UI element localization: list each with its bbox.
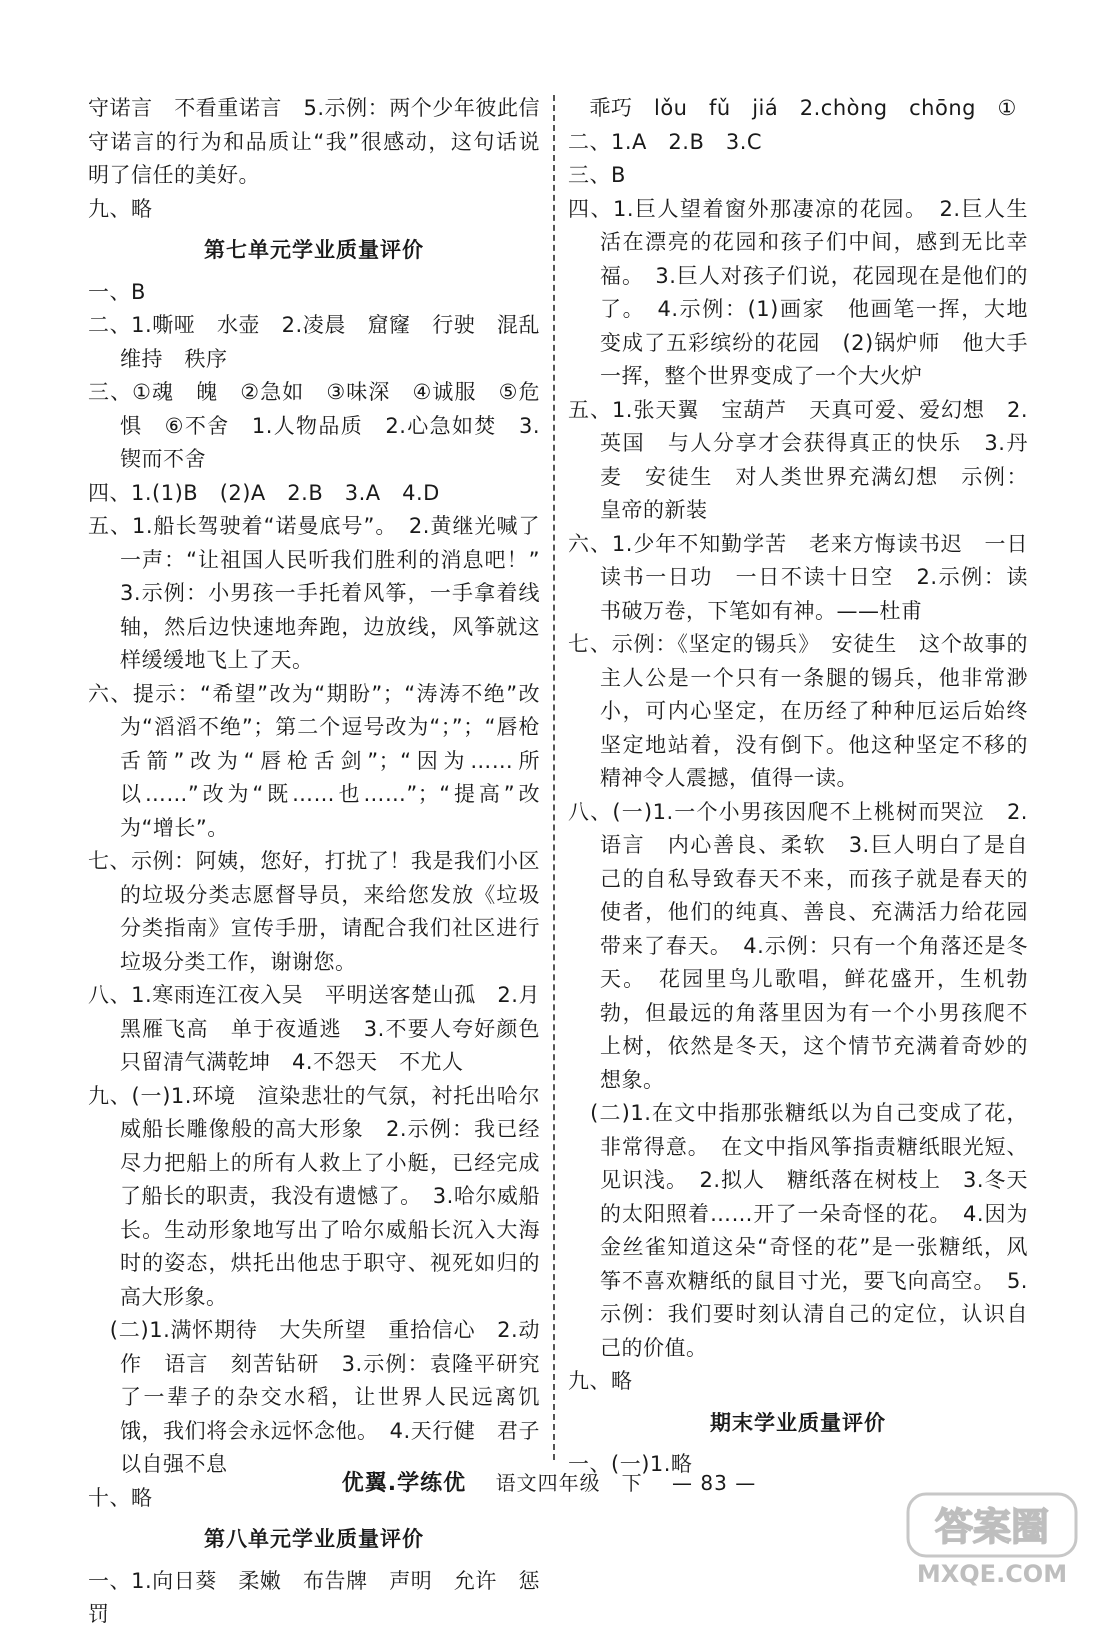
answer-paragraph: 十、略	[88, 1485, 153, 1510]
answer-paragraph: 五、1.船长驾驶着“诺曼底号”。 2.黄继光喊了一声：“让祖国人民听我们胜利的消息吧！” 3.示例：小男孩一手托着风筝，一手拿着线轴，然后边快速地奔跑，边放线，风筝就这样缓缓地飞上了天。	[88, 514, 562, 672]
answer-paragraph: 四、1.(1)B (2)A 2.B 3.A 4.D	[88, 480, 440, 505]
watermark-url: MXQE.COM	[916, 1560, 1068, 1588]
section-title: 期末学业质量评价	[710, 1410, 886, 1435]
answer-paragraph: 一、1.向日葵 柔嫩 布告牌 声明 允许 惩罚	[88, 1568, 540, 1626]
answer-paragraph: 七、示例：阿姨，您好，打扰了！我是我们小区的垃圾分类志愿督导员，来给您发放《垃圾分类指南》宣传手册，请配合我们社区进行垃圾分类工作，谢谢您。	[88, 849, 540, 974]
answer-paragraph: 守诺言 不看重诺言 5.示例：两个少年彼此信守诺言的行为和品质让“我”很感动，这句话说明了信任的美好。	[88, 96, 540, 187]
answer-paragraph: (二)1.在文中指那张糖纸以为自己变成了花，非常得意。 在文中指风筝指责糖纸眼光短、见识浅。 2.拟人 糖纸落在树枝上 3.冬天的太阳照着……开了一朵奇怪的花。 4.因为金丝雀知道这朵“奇怪的花”是一张糖纸，风筝不喜欢糖纸的鼠目寸光，要飞向高空。 5.示例：我们要时刻认清自己的定位，认识自己的价值。	[568, 1101, 1028, 1360]
section-title: 第八单元学业质量评价	[204, 1527, 424, 1551]
footer-subject: 语文四年级 下	[495, 1471, 643, 1495]
watermark-text: 答案圈	[934, 1505, 1050, 1549]
answer-paragraph: 乖巧 lǒu fǔ jiá 2.chòng chōng ①	[568, 96, 1017, 120]
column-divider	[553, 95, 555, 1460]
right-column	[568, 92, 1028, 1482]
answer-paragraph: 八、1.寒雨连江夜入吴 平明送客楚山孤 2.月黑雁飞高 单于夜遁逃 3.不要人夸好颜色 只留清气满乾坤 4.不怨天 不尤人	[88, 983, 562, 1074]
answer-paragraph: 七、示例：《坚定的锡兵》 安徒生 这个故事的主人公是一个只有一条腿的锡兵，他非常渺小，可内心坚定，在历经了种种厄运后始终坚定地站着，没有倒下。他这种坚定不移的精神令人震撼，值得一读。	[568, 632, 1028, 790]
left-column	[88, 92, 562, 1632]
answer-paragraph: (二)1.满怀期待 大失所望 重拾信心 2.动作 语言 刻苦钻研 3.示例：袁隆平研究了一辈子的杂交水稻，让世界人民远离饥饿，我们将会永远怀念他。 4.天行健 君子以自强不息	[88, 1318, 540, 1476]
answer-paragraph: 四、1.巨人望着窗外那凄凉的花园。 2.巨人生活在漂亮的花园和孩子们中间，感到无比幸福。 3.巨人对孩子们说，花园现在是他们的了。 4.示例：(1)画家 他画笔一挥，大地变成了五彩缤纷的花园 (2)锅炉师 他大手一挥，整个世界变成了一个大火炉	[568, 196, 1028, 388]
answer-paragraph: 二、1.嘶哑 水壶 2.凌晨 窟窿 行驶 混乱 维持 秩序	[88, 313, 562, 371]
answer-paragraph: 六、1.少年不知勤学苦 老来方悔读书迟 一日读书一日功 一日不读十日空 2.示例：读书破万卷，下笔如有神。——杜甫	[568, 531, 1028, 623]
answer-paragraph: 一、(一)1.略	[568, 1452, 693, 1476]
answer-paragraph: 一、B	[88, 279, 146, 304]
answer-paragraph: 九、略	[88, 196, 153, 221]
section-title: 第七单元学业质量评价	[204, 238, 424, 262]
answer-paragraph: 五、1.张天翼 宝葫芦 天真可爱、爱幻想 2.英国 与人分享才会获得真正的快乐 3.丹麦 安徒生 对人类世界充满幻想 示例：皇帝的新装	[568, 397, 1028, 522]
answer-paragraph: 八、(一)1.一个小男孩因爬不上桃树而哭泣 2.语言 内心善良、柔软 3.巨人明白了是自己的自私导致春天不来，而孩子就是春天的使者，他们的纯真、善良、充满活力给花园带来了春天。 4.示例：只有一个角落还是冬天。 花园里鸟儿歌唱，鲜花盛开，生机勃勃，但最远的角落里因为有一个小男孩爬不上树，依然是冬天，这个情节充满着奇妙的想象。	[568, 799, 1028, 1092]
answer-paragraph: 九、(一)1.环境 渲染悲壮的气氛，衬托出哈尔威船长雕像般的高大形象 2.示例：我已经尽力把船上的所有人救上了小艇，已经完成了船长的职责，我没有遗憾了。 3.哈尔威船长。生动形象地写出了哈尔威船长沉入大海时的姿态，烘托出他忠于职守、视死如归的高大形象。	[88, 1083, 540, 1309]
answer-paragraph: 九、略	[568, 1369, 633, 1393]
footer-page-number: — 83 —	[672, 1471, 757, 1495]
answer-paragraph: 三、①魂 魄 ②急如 ③味深 ④诚服 ⑤危 惧 ⑥不舍 1.人物品质 2.心急如焚 3.锲而不舍	[88, 380, 562, 471]
answer-paragraph: 二、1.A 2.B 3.C	[568, 129, 763, 154]
answer-paragraph: 三、B	[568, 163, 626, 187]
watermark-logo-icon	[904, 1490, 1080, 1588]
footer-brand: 优翼.学练优	[341, 1471, 467, 1496]
answer-paragraph: 六、提示：“希望”改为“期盼”；“涛涛不绝”改为“滔滔不绝”；第二个逗号改为“；”；“唇枪舌箭”改为“唇枪舌剑”；“因为……所以……”改为“既……也……”；“提高”改为“增长”。	[88, 681, 540, 840]
